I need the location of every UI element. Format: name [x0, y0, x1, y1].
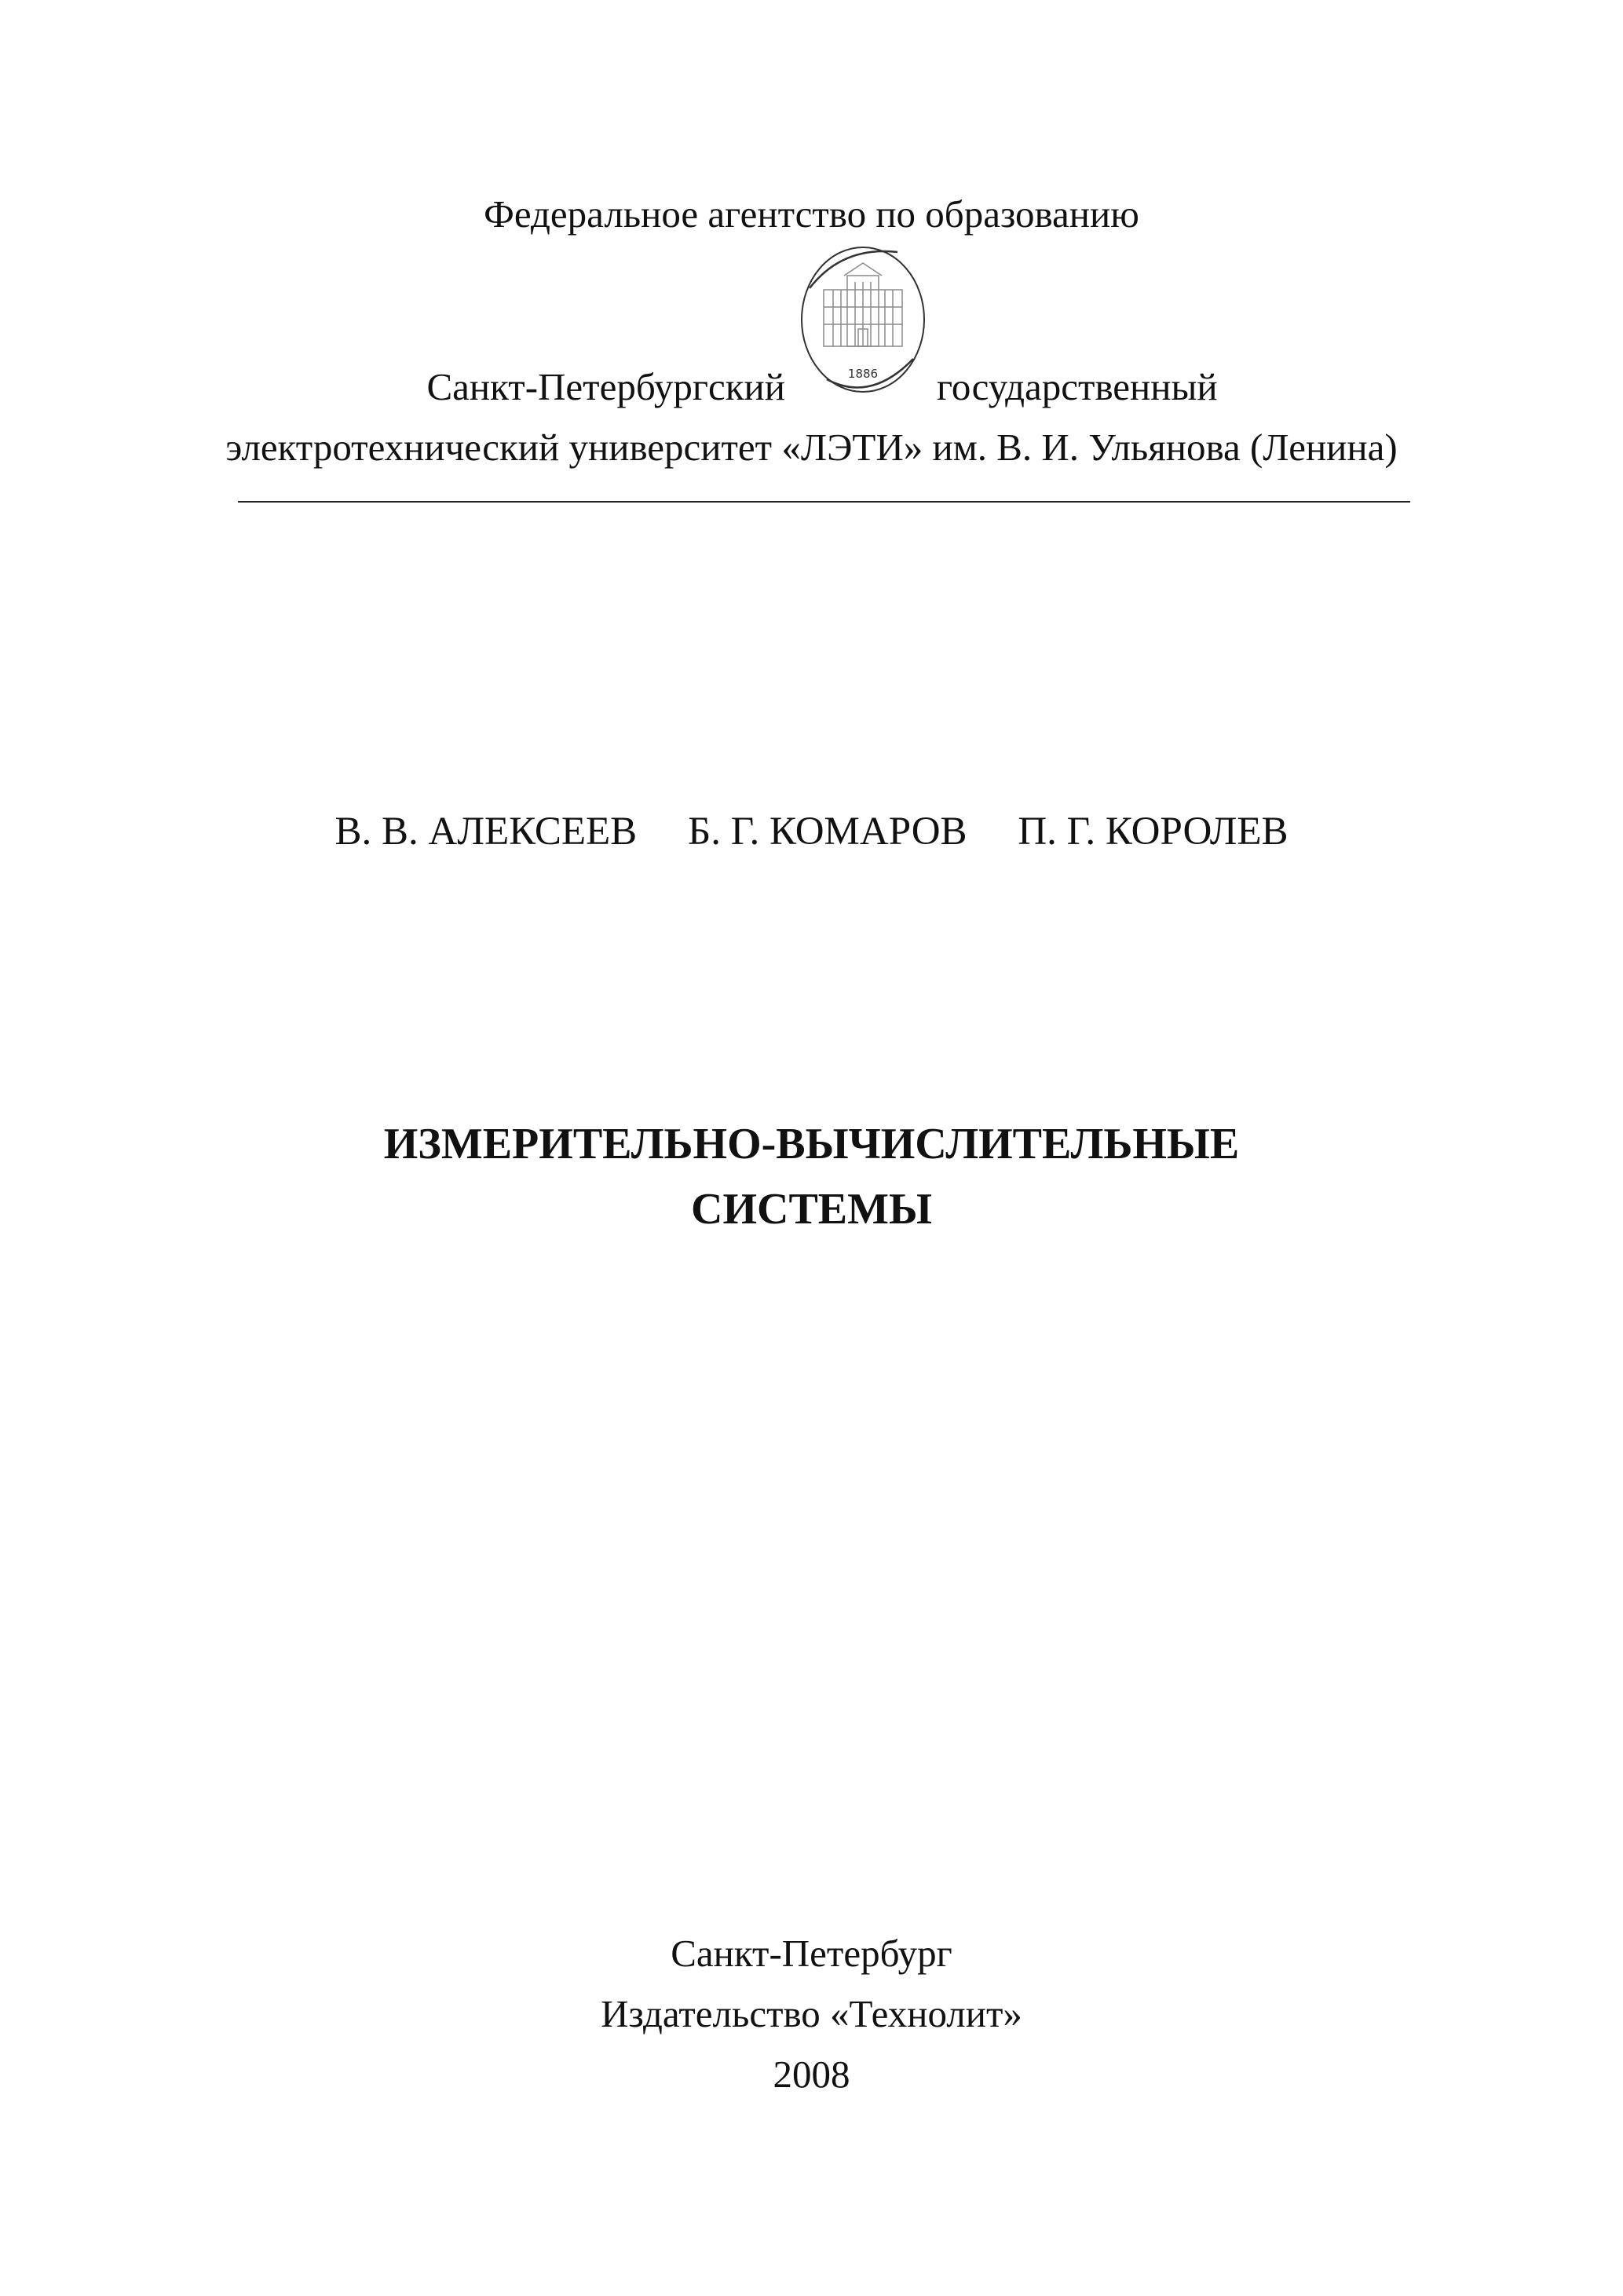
university-name-line1 — [0, 364, 1623, 411]
book-title-line1: ИЗМЕРИТЕЛЬНО-ВЫЧИСЛИТЕЛЬНЫЕ — [383, 1120, 1240, 1168]
author-name: Б. Г. КОМАРОВ — [687, 810, 967, 854]
university-name-left: Санкт-Петербургский — [426, 365, 785, 408]
header-divider — [238, 501, 1410, 503]
author-name: В. В. АЛЕКСЕЕВ — [334, 810, 638, 854]
building-icon — [824, 263, 902, 346]
university-name-line2: электротехнический университет «ЛЭТИ» им. В. И. Ульянова (Ленина) — [225, 426, 1398, 469]
logo-year: 1886 — [847, 367, 879, 381]
agency-name: Федеральное агентство по образованию — [484, 192, 1139, 236]
university-name-right: государственный — [937, 365, 1218, 408]
author-name: П. Г. КОРОЛЕВ — [1018, 810, 1289, 854]
imprint-publisher: Издательство «Технолит» — [601, 1992, 1022, 2035]
authors — [0, 808, 1623, 855]
imprint-year: 2008 — [773, 2053, 850, 2096]
book-title-line2: СИСТЕМЫ — [691, 1185, 932, 1234]
imprint-city: Санкт-Петербург — [671, 1932, 952, 1975]
